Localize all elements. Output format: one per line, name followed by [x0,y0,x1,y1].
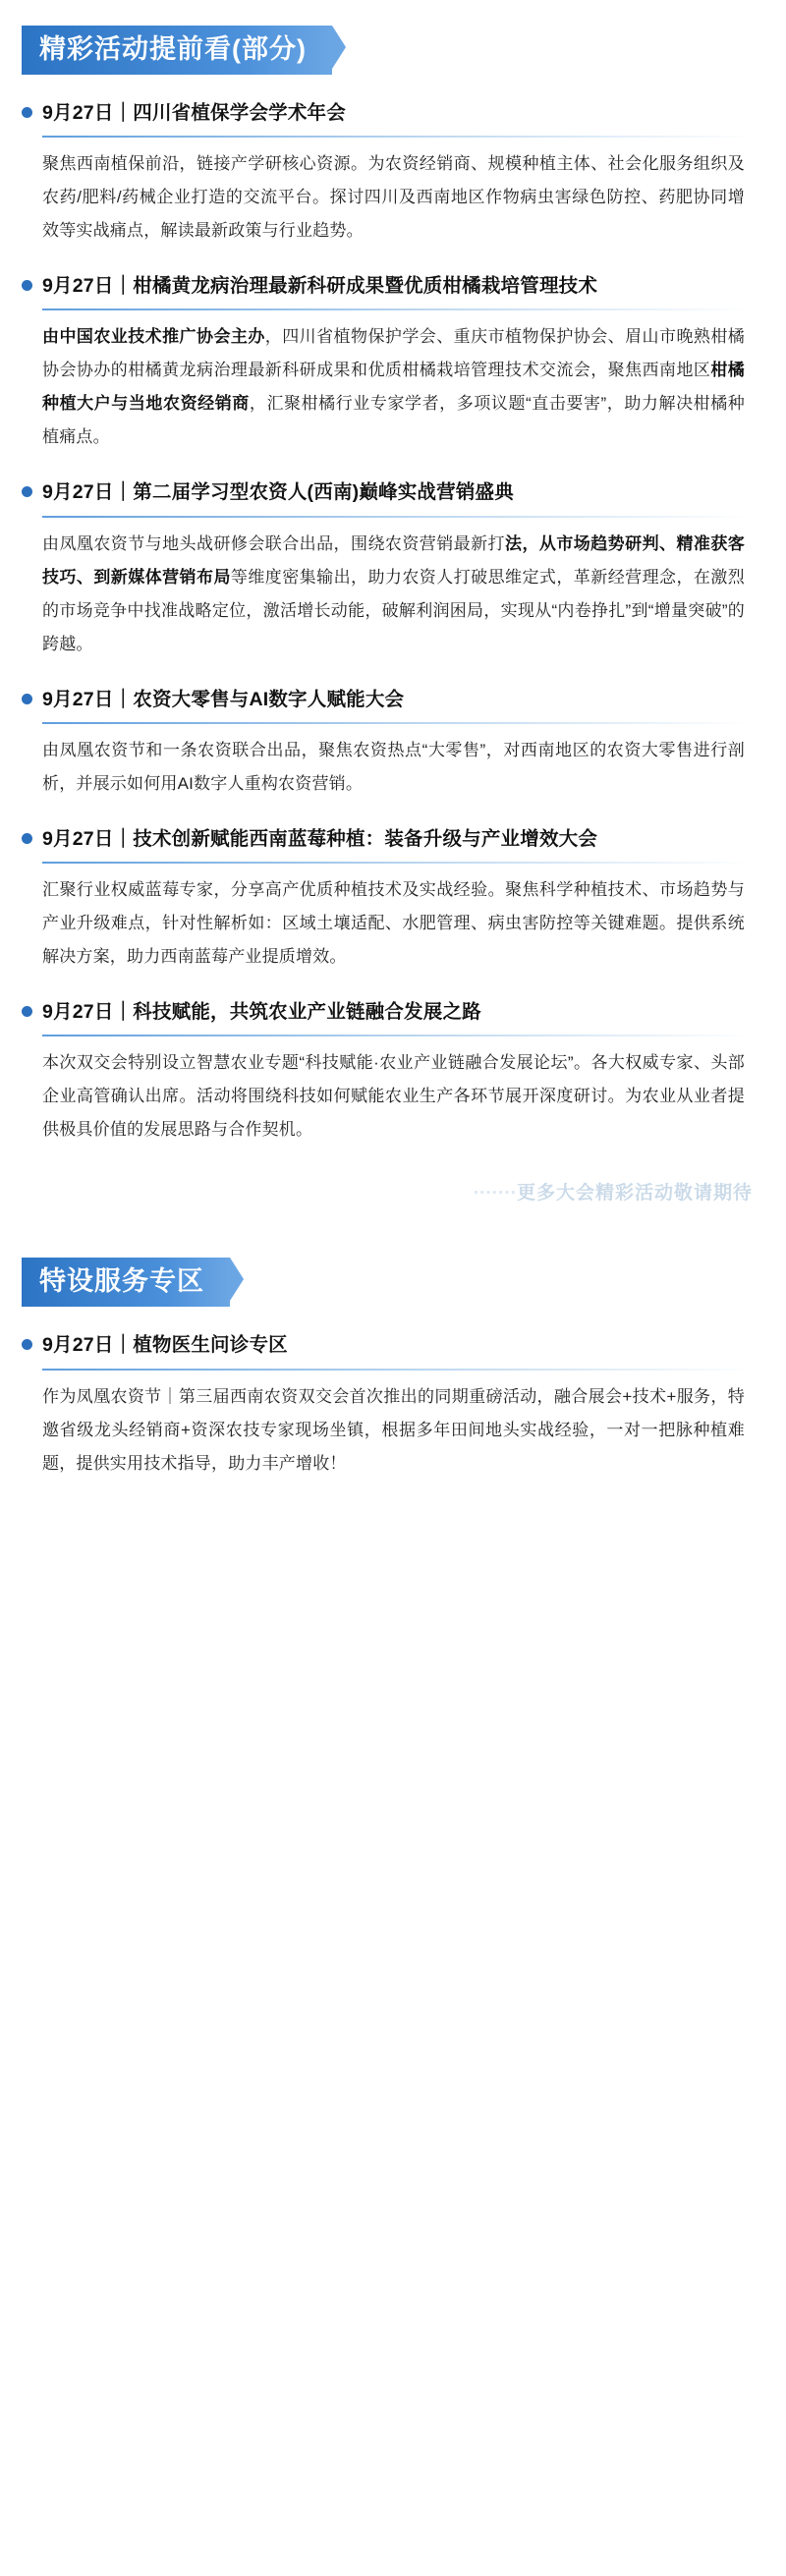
title-separator: ｜ [113,1334,134,1357]
title-separator: ｜ [113,1001,134,1024]
activity-date: 9月27日 [42,827,114,850]
activity-header [22,685,753,714]
title-separator: ｜ [113,688,134,710]
bullet-icon [22,280,32,291]
teaser-dots: ······· [473,1183,517,1204]
activity-name: 科技赋能，共筑农业产业链融合发展之路 [133,1001,481,1024]
activity-name: 农资大零售与AI数字人赋能大会 [133,688,405,710]
service-header [22,1330,753,1360]
activity-body: 本次双交会特别设立智慧农业专题“科技赋能·农业产业链融合发展论坛”。各大权威专家、头部企业高管确认出席。活动将围绕科技如何赋能农业生产各环节展开深度研讨。为农业从业者提供极具价值的发展思路与合作契机。 [42,1053,745,1140]
activity-item [0,257,786,460]
activity-title [42,997,753,1027]
title-separator: ｜ [113,275,134,298]
activity-title [42,685,753,714]
banner-background [22,26,332,75]
service-date: 9月27日 [42,1334,114,1357]
activity-item [0,983,786,1152]
activity-title [42,477,753,507]
activity-body: 由凤凰农资节与地头战研修会联合出品，围绕农资营销最新打法，从市场趋势研判、精准获客技巧、到新媒体营销布局等维度密集输出，助力农资人打破思维定式，革新经营理念，在激烈的市场竞争中找准战略定位，激活增长动能，破解利润困局，实现从“内卷挣扎”到“增量突破”的跨越。 [42,533,746,653]
section-title: 特设服务专区 [39,1266,204,1297]
title-separator: ｜ [113,102,134,124]
service-body: 作为凤凰农资节｜第三届西南农资双交会首次推出的同期重磅活动，融合展会+技术+服务，特邀省级龙头经销商+资深农技专家现场坐镇，根据多年田间地头实战经验，一对一把脉种植难题，提供实用技术指导，助力丰产增收！ [42,1386,745,1473]
activity-item [0,464,786,666]
activity-header [22,477,753,507]
section-banner-activities [22,26,332,75]
activity-body: 由凤凰农资节和一条农资联合出品，聚焦农资热点“大零售”，对西南地区的农资大零售进行剖析，并展示如何用AI数字人重构农资营销。 [42,740,745,793]
title-underline [42,1369,753,1371]
section-title: 精彩活动提前看(部分) [39,34,307,64]
activity-date: 9月27日 [42,688,114,710]
service-name: 植物医生问诊专区 [133,1334,288,1357]
title-underline [42,1035,753,1036]
title-underline [42,862,753,864]
activity-body: 聚焦西南植保前沿，链接产学研核心资源。为农资经销商、规模种植主体、社会化服务组织及农药/肥料/药械企业打造的交流平台。探讨四川及西南地区作物病虫害绿色防控、药肥协同增效等实战痛点，解读最新政策与行业趋势。 [42,154,745,241]
bullet-icon [22,1006,32,1017]
teaser-text: 更多大会精彩活动敬请期待 [516,1183,753,1204]
activity-date: 9月27日 [42,1001,114,1024]
activity-title [42,271,753,301]
activity-name: 技术创新赋能西南蓝莓种植：装备升级与产业增效大会 [133,827,598,850]
bullet-icon [22,486,32,497]
activity-title [42,98,753,128]
service-title [42,1330,753,1360]
activity-item [0,671,786,807]
activity-name: 柑橘黄龙病治理最新科研成果暨优质柑橘栽培管理技术 [133,275,598,298]
activity-item [0,811,786,980]
activity-date: 9月27日 [42,102,114,124]
activity-title [42,824,753,854]
more-activities-teaser [0,1178,753,1204]
activity-date: 9月27日 [42,481,114,504]
activity-header [22,997,753,1027]
activity-body: 汇聚行业权威蓝莓专家，分享高产优质种植技术及实战经验。聚焦科学种植技术、市场趋势与产业升级难点，针对性解析如：区域土壤适配、水肥管理、病虫害防控等关键难题。提供系统解决方案，助力西南蓝莓产业提质增效。 [42,880,745,967]
title-separator: ｜ [113,827,134,850]
bullet-icon [22,1339,32,1350]
service-item [0,1316,786,1485]
activity-header [22,98,753,128]
activity-name: 第二届学习型农资人(西南)巅峰实战营销盛典 [133,481,514,504]
activity-header [22,271,753,301]
activity-date: 9月27日 [42,275,114,298]
title-separator: ｜ [113,481,134,504]
title-underline [42,308,753,310]
activity-item [0,84,786,253]
activity-name: 四川省植保学会学术年会 [133,102,346,124]
activity-header [22,824,753,854]
title-underline [42,722,753,724]
bullet-icon [22,107,32,118]
banner-background [22,1258,230,1307]
title-underline [42,516,753,518]
bullet-icon [22,694,32,704]
title-underline [42,136,753,138]
section-banner-services [22,1258,230,1307]
activity-body: 由中国农业技术推广协会主办，四川省植物保护学会、重庆市植物保护协会、眉山市晚熟柑橘协会协办的柑橘黄龙病治理最新科研成果和优质柑橘栽培管理技术交流会，聚焦西南地区柑橘种植大户与当地农资经销商，汇聚柑橘行业专家学者，多项议题“直击要害”，助力解决柑橘种植痛点。 [42,327,745,447]
bullet-icon [22,833,32,844]
